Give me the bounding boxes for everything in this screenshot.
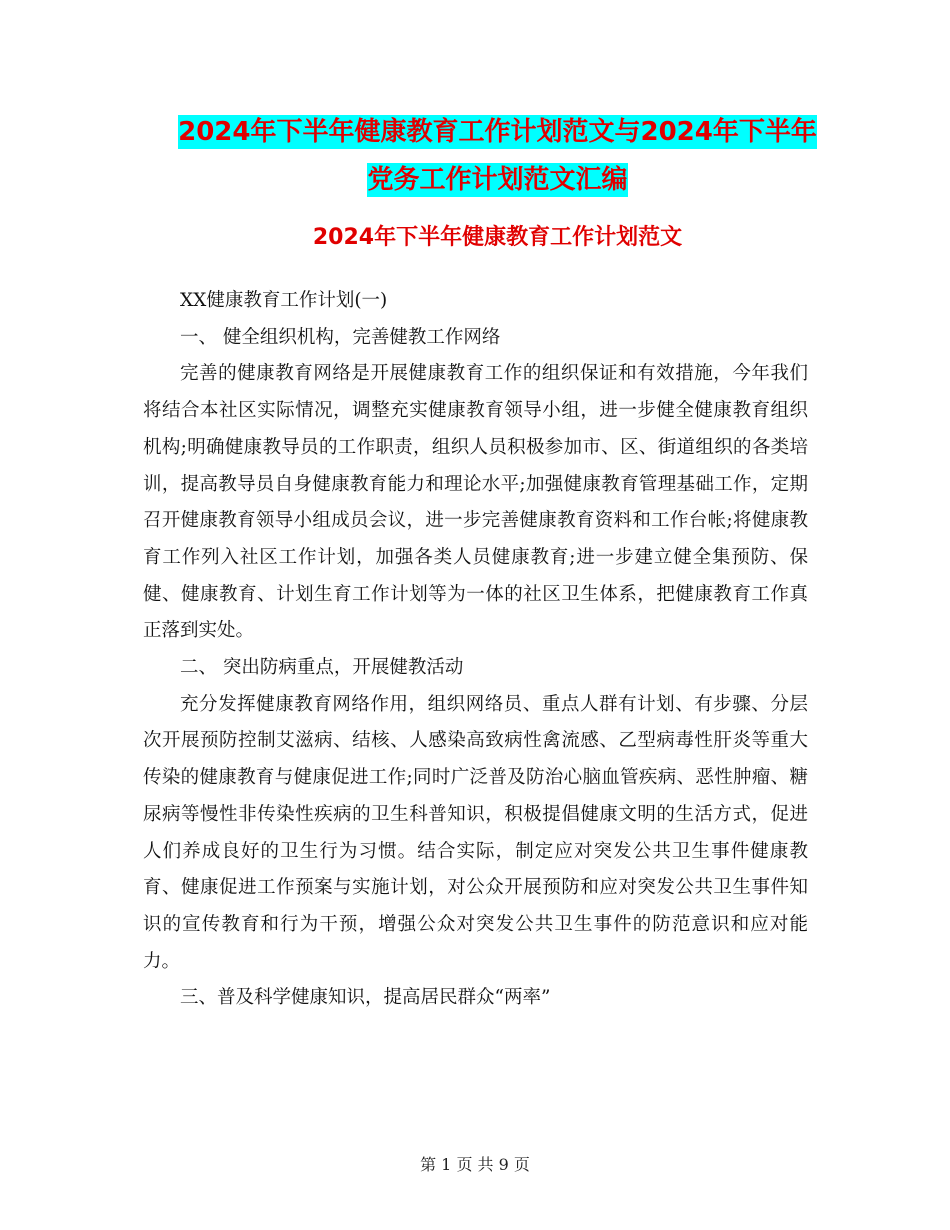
heading-2: 二、 突出防病重点，开展健教活动 (180, 657, 464, 679)
title-line-1: 2024年下半年健康教育工作计划范文与2024年下半年 (178, 117, 817, 147)
paragraph-2: 充分发挥健康教育网络作用，组织网络员、重点人群有计划、有步骤、分层次开展预防控制艾滋病、结核、人感染高致病性禽流感、乙型病毒性肝炎等重大传染的健康教育与健康促进工作;同时广泛普及防治心脑血管疾病、恶性肿瘤、糖尿病等慢性非传染性疾病的卫生科普知识，积极提倡健康文明的生活方式，促进人们养成良好的卫生行为习惯。结合实际，制定应对突发公共卫生事件健康教育、健康促进工作预案与实施计划，对公众开展预防和应对突发公共卫生事件知识的宣传教育和行为干预，增强公众对突发公共卫生事件的防范意识和应对能力。 (143, 693, 808, 972)
page-footer: 第 1 页 共 9 页 (420, 1155, 530, 1174)
plan-heading: XX健康教育工作计划(一) (180, 290, 388, 311)
heading-3: 三、普及科学健康知识，提高居民群众“两率” (180, 987, 551, 1009)
document-body (143, 283, 808, 1017)
heading-1: 一、 健全组织机构，完善健教工作网络 (180, 326, 501, 348)
title-line-2: 党务工作计划范文汇编 (367, 165, 628, 195)
section-title: 2024年下半年健康教育工作计划范文 (312, 225, 683, 250)
document-title (100, 108, 895, 204)
paragraph-1: 完善的健康教育网络是开展健康教育工作的组织保证和有效措施，今年我们将结合本社区实际情况，调整充实健康教育领导小组，进一步健全健康教育组织机构;明确健康教导员的工作职责，组织人员积极参加市、区、街道组织的各类培训，提高教导员自身健康教育能力和理论水平;加强健康教育管理基础工作，定期召开健康教育领导小组成员会议，进一步完善健康教育资料和工作台帐;将健康教育工作列入社区工作计划，加强各类人员健康教育;进一步建立健全集预防、保健、健康教育、计划生育工作计划等为一体的社区卫生体系，把健康教育工作真正落到实处。 (143, 363, 808, 642)
